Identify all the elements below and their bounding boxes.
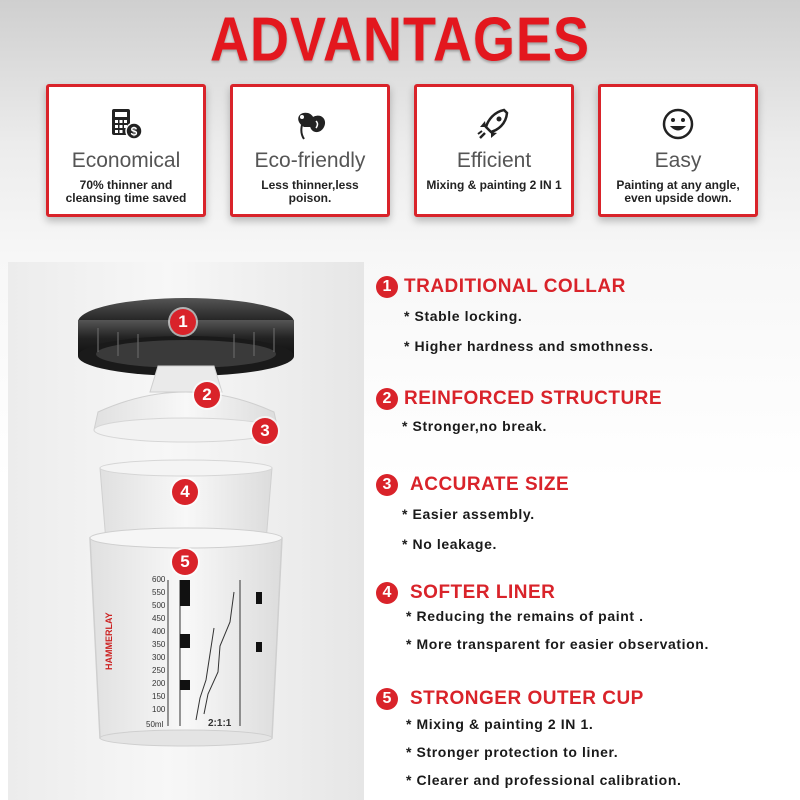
scale-label: 500 — [152, 601, 166, 610]
feature-title: REINFORCED STRUCTURE — [404, 388, 663, 409]
card-title: Easy — [654, 149, 702, 172]
paint-cup-illustration — [8, 262, 364, 800]
card-economical — [46, 84, 206, 217]
callout-badge: 3 — [252, 418, 278, 444]
card-desc: Less thinner,less poison. — [261, 178, 359, 205]
feature-bullet: * Higher hardness and smothness. — [404, 338, 654, 354]
card-efficient — [414, 84, 574, 217]
scale-label: 600 — [152, 575, 166, 584]
feature-bullet: * Stronger protection to liner. — [406, 744, 619, 760]
feature-bullet: * More transparent for easier observation. — [406, 636, 709, 652]
feature-title: STRONGER OUTER CUP — [410, 688, 644, 709]
feature-number-badge: 5 — [376, 688, 398, 710]
feature-bullet: * Stronger,no break. — [402, 418, 548, 434]
callout-badge: 1 — [170, 309, 196, 335]
card-title: Economical — [71, 149, 181, 172]
feature-traditional-collar — [376, 276, 796, 354]
callout-badge: 2 — [194, 382, 220, 408]
advantage-cards — [46, 84, 758, 217]
scale-label: 250 — [152, 666, 166, 675]
card-eco-friendly — [230, 84, 390, 217]
leaf-globe-icon — [233, 107, 387, 141]
svg-text:$: $ — [130, 124, 138, 139]
scale-label: 550 — [152, 588, 166, 597]
rocket-icon — [417, 107, 571, 141]
card-desc: 70% thinner and cleansing time saved — [65, 178, 187, 205]
feature-stronger-outer-cup — [376, 688, 796, 788]
feature-title: SOFTER LINER — [410, 582, 556, 603]
feature-accurate-size — [376, 474, 796, 552]
feature-number-badge: 4 — [376, 582, 398, 604]
feature-number-badge: 2 — [376, 388, 398, 410]
feature-bullet: * Clearer and professional calibration. — [406, 772, 682, 788]
feature-bullet: * Reducing the remains of paint . — [406, 608, 644, 624]
scale-label: 100 — [152, 705, 166, 714]
scale-label: 350 — [152, 640, 166, 649]
ratio-label: 2:1:1 — [208, 718, 232, 729]
headline: ADVANTAGES — [209, 5, 590, 75]
card-title: Eco-friendly — [254, 149, 366, 172]
card-desc: Painting at any angle, even upside down. — [616, 178, 740, 205]
feature-number-badge: 3 — [376, 474, 398, 496]
scale-label: 450 — [152, 614, 166, 623]
feature-bullet: * Mixing & painting 2 IN 1. — [406, 716, 594, 732]
card-desc: Mixing & painting 2 IN 1 — [426, 178, 562, 192]
scale-label: 400 — [152, 627, 166, 636]
feature-bullet: * No leakage. — [402, 536, 497, 552]
feature-title: ACCURATE SIZE — [410, 474, 570, 495]
product-image-panel — [8, 262, 364, 800]
smiley-icon — [601, 107, 755, 141]
feature-bullet: * Stable locking. — [404, 308, 523, 324]
feature-softer-liner — [376, 582, 796, 652]
scale-label: 200 — [152, 679, 166, 688]
scale-label: 50ml — [146, 720, 164, 729]
callout-badge: 5 — [172, 549, 198, 575]
card-title: Efficient — [456, 149, 532, 172]
feature-title: TRADITIONAL COLLAR — [404, 276, 626, 297]
brand-label: HAMMERLAY — [104, 612, 114, 670]
feature-reinforced-structure — [376, 388, 796, 434]
callout-badge: 4 — [172, 479, 198, 505]
calculator-dollar-icon — [49, 107, 203, 141]
feature-number-badge: 1 — [376, 276, 398, 298]
feature-bullet: * Easier assembly. — [402, 506, 535, 522]
card-easy — [598, 84, 758, 217]
scale-label: 300 — [152, 653, 166, 662]
scale-label: 150 — [152, 692, 166, 701]
